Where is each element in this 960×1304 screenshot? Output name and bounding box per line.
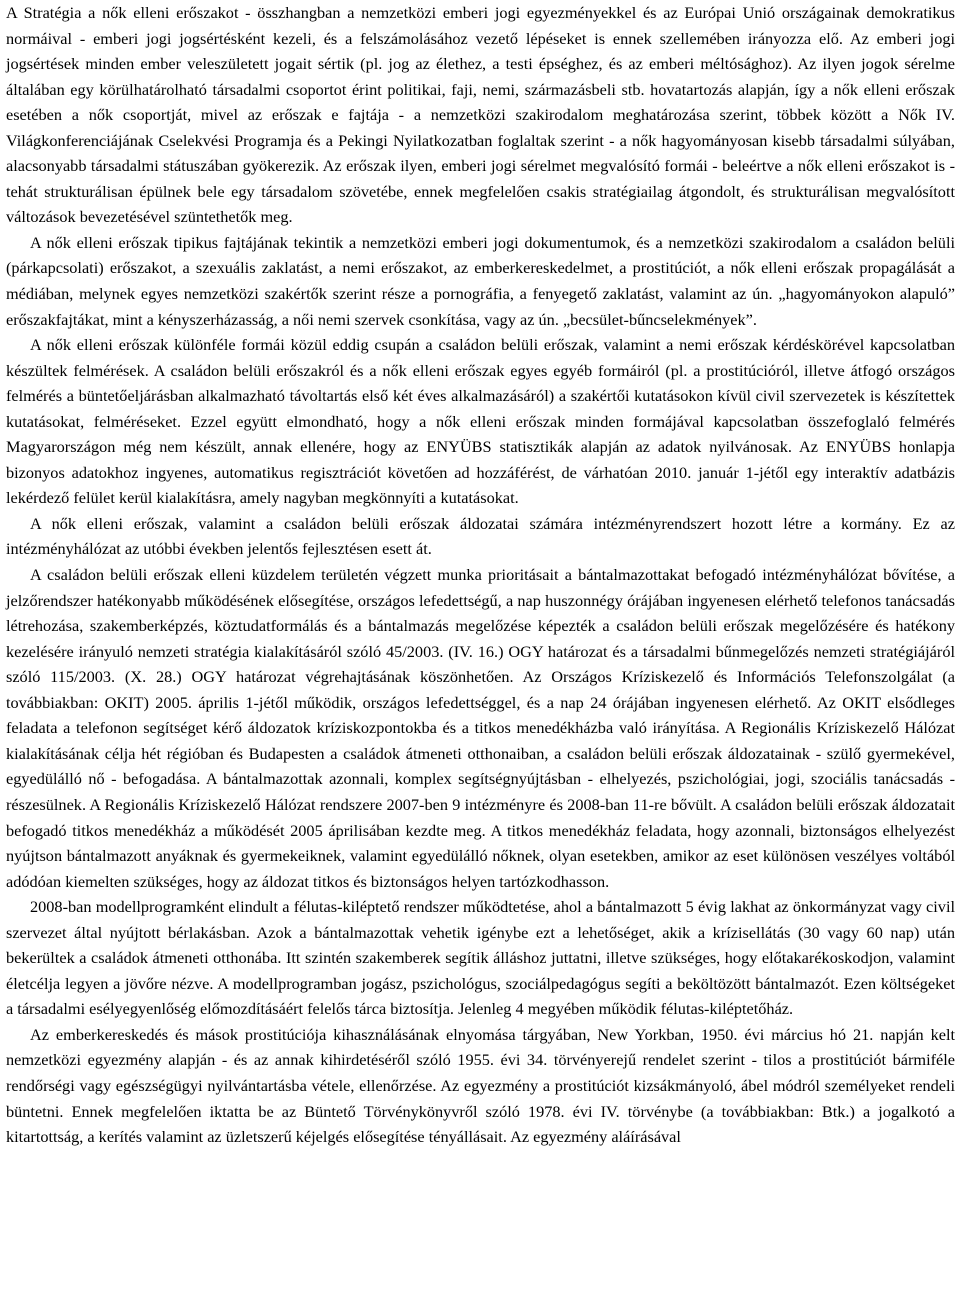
paragraph-3: A nők elleni erőszak különféle formái közül eddig csupán a családon belüli erőszak, valamint a nemi erőszak kérdéskörével kapcsolatban készültek felmérések. A családon belüli erőszakról és a nők elleni erőszak egyes egyéb formáiról (pl. a prostitúcióról, illetve átfogó országos felmérés a büntetőeljárásban alkalmazható távoltartás első két éves alkalmazásáról) a szakértői kutatásokon kívül civil szervezetek is készítettek kutatásokat, felméréseket. Ezzel együtt elmondható, hogy a nők elleni erőszak minden formájával kapcsolatban összefoglaló felmérés Magyarországon még nem készült, annak ellenére, hogy az ENYÜBS statisztikák alapján az adatok nyilvánosak. Az ENYÜBS honlapja bizonyos adatokhoz ingyenes, automatikus regisztrációt követően ad hozzáférést, de várhatóan 2010. január 1-jétől egy interaktív adatbázis lekérdező felület kerül kialakításra, amely nagyban megkönnyíti a kutatásokat. <box>6 335 955 508</box>
paragraph-6: 2008-ban modellprogramként elindult a félutas-kiléptető rendszer működtetése, ahol a bántalmazott 5 évig lakhat az önkormányzat vagy civil szervezet által nyújtott bérlakásban. Azok a bántalmazottak vehetik igénybe ezt a lehetőséget, akik a krízisellátás (30 vagy 60 nap) után bekerültek a családok átmeneti otthonába. Itt szintén szakemberek segítik álláshoz juttatni, illetve szükséges, hogy előtakarékoskodjon, valamint életcélja legyen a jövőre nézve. A modellprogramban jogász, pszichológus, szociálpedagógus segíti a beköltözött bántalmazót. Ezen költségeket a társadalmi esélyegyenlőség előmozdításáért felelős tárca biztosítja. Jelenleg 4 megyében működik félutas-kiléptetőház. <box>6 897 955 1019</box>
paragraph-2: A nők elleni erőszak tipikus fajtájának tekintik a nemzetközi emberi jogi dokumentumok, és a nemzetközi szakirodalom a családon belüli (párkapcsolati) erőszakot, a szexuális zaklatást, a nemi erőszakot, az emberkereskedelmet, a prostitúciót, a nők elleni erőszak propagálását a médiában, melynek egyes nemzetközi szakértők szerint része a pornográfia, a fenyegető zaklatást, valamint az ún. „hagyományokon alapuló” erőszakfajtákat, mint a kényszerházasság, a női nemi szervek csonkítása, vagy az ún. „becsület-bűncselekmények”. <box>6 232 955 329</box>
paragraph-7: Az emberkereskedés és mások prostitúciója kihasználásának elnyomása tárgyában, New Yorkban, 1950. évi március hó 21. napján kelt nemzetközi egyezmény alapján - és az annak kihirdetéséről szóló 1955. évi 34. törvényerejű rendelet szerint - tilos a prostitúciót bármiféle rendőrségi vagy egészségügyi nyilvántartásba vétele, ellenőrzése. Az egyezmény a prostitúciót kizsákmányoló, ábel módról személyeket rendeli büntetni. Ennek megfelelően iktatta be az Büntető Törvénykönyvről szóló 1978. évi IV. törvénybe (a továbbiakban: Btk.) a jogalkotó a kitartottság, a kerítés valamint az üzletszerű kéjelgés elősegítése tényállásait. Az egyezmény aláírásával <box>6 1024 955 1147</box>
paragraph-4: A nők elleni erőszak, valamint a családon belüli erőszak áldozatai számára intézményrendszert hozott létre a kormány. Ez az intézményhálózat az utóbbi években jelentős fejlesztésen esett át. <box>6 513 955 559</box>
paragraph-5: A családon belüli erőszak elleni küzdelem területén végzett munka prioritásait a bántalmazottakat befogadó intézményhálózat bővítése, a jelzőrendszer hatékonyabb működésének elősegítése, országos lefedettségű, a nap huszonnégy órájában ingyenesen elérhető telefonos tanácsadás létrehozása, szakemberképzés, köztudatformálás és a bántalmazás megelőzése képezték a családon belüli erőszak megelőzésére és hatékony kezelésére irányuló nemzeti stratégia kialakításáról szóló 45/2003. (IV. 16.) OGY határozat és a társadalmi bűnmegelőzés nemzeti stratégiájáról szóló 115/2003. (X. 28.) OGY határozat végrehajtásának köszönhetően. Az Országos Kríziskezelő és Információs Telefonszolgálat (a továbbiakban: OKIT) 2005. április 1-jétől működik, országos lefedettséggel, és a nap 24 órájában ingyenesen elérhető. Az OKIT elsődleges feladata a telefonon segítséget kérő áldozatok kríziskozpontokba és a titkos menedékházba való irányítása. A Regionális Kríziskezelő Hálózat kialakításának célja hét régióban és Budapesten a családok átmeneti otthonaiban, a családon belüli erőszak áldozatainak - szülő gyermekével, egyedülálló nő - befogadása. A bántalmazottak azonnali, komplex segítségnyújtásban - elhelyezés, pszichológiai, jogi, szociális tanácsadás - részesülnek. A Regionális Kríziskezelő Hálózat rendszere 2007-ben 9 intézményre és 2008-ban 11-re bővült. A családon belüli erőszak áldozatait befogadó titkos menedékház a működését 2005 áprilisában kezdte meg. A titkos menedékház feladata, hogy azonnali, biztonságos elhelyezést nyújtson bántalmazott anyáknak és gyermekeiknek, valamint egyedülálló nőknek, olyan esetekben, amikor az eset különösen veszélyes voltából adódóan kiemelten szükséges, hogy az áldozat titkos és biztonságos helyen tartózkodhasson. <box>6 565 955 891</box>
paragraph-1: A Stratégia a nők elleni erőszakot - összhangban a nemzetközi emberi jogi egyezményekkel és az Európai Unió országainak demokratikus normáival - emberi jogi jogsértésként kezeli, és a felszámolásához vezető lépéseket is ennek szellemében irányozza elő. Az emberi jogi jogsértések minden ember veleszületett jogait sértik (pl. jog az élethez, a testi épséghez, és az emberi méltósághoz). Az ilyen jogok sérelme általában egy körülhatárolható társadalmi csoportot érint politikai, faji, nemi, származásbeli stb. hovatartozás alapján, így a nők elleni erőszak esetében a nők csoportját, mivel az erőszak e fajtája - a nemzetközi szakirodalom meghatározása szerint, többek között a Nők IV. Világkonferenciájának Cselekvési Programja és a Pekingi Nyilatkozatban foglaltak szerint - a nők hagyományosan kisebb társadalmi súlyában, alacsonyabb társadalmi státuszában gyökerezik. Az erőszak ilyen, emberi jogi sérelmet megvalósító formái - beleértve a nők elleni erőszakot is - tehát strukturálisan épülnek bele egy társadalom szövetébe, ennek megfelelően csakis stratégiailag átgondolt, és strukturálisan megvalósított változások bevezetésével szüntethetők meg. <box>6 3 955 227</box>
